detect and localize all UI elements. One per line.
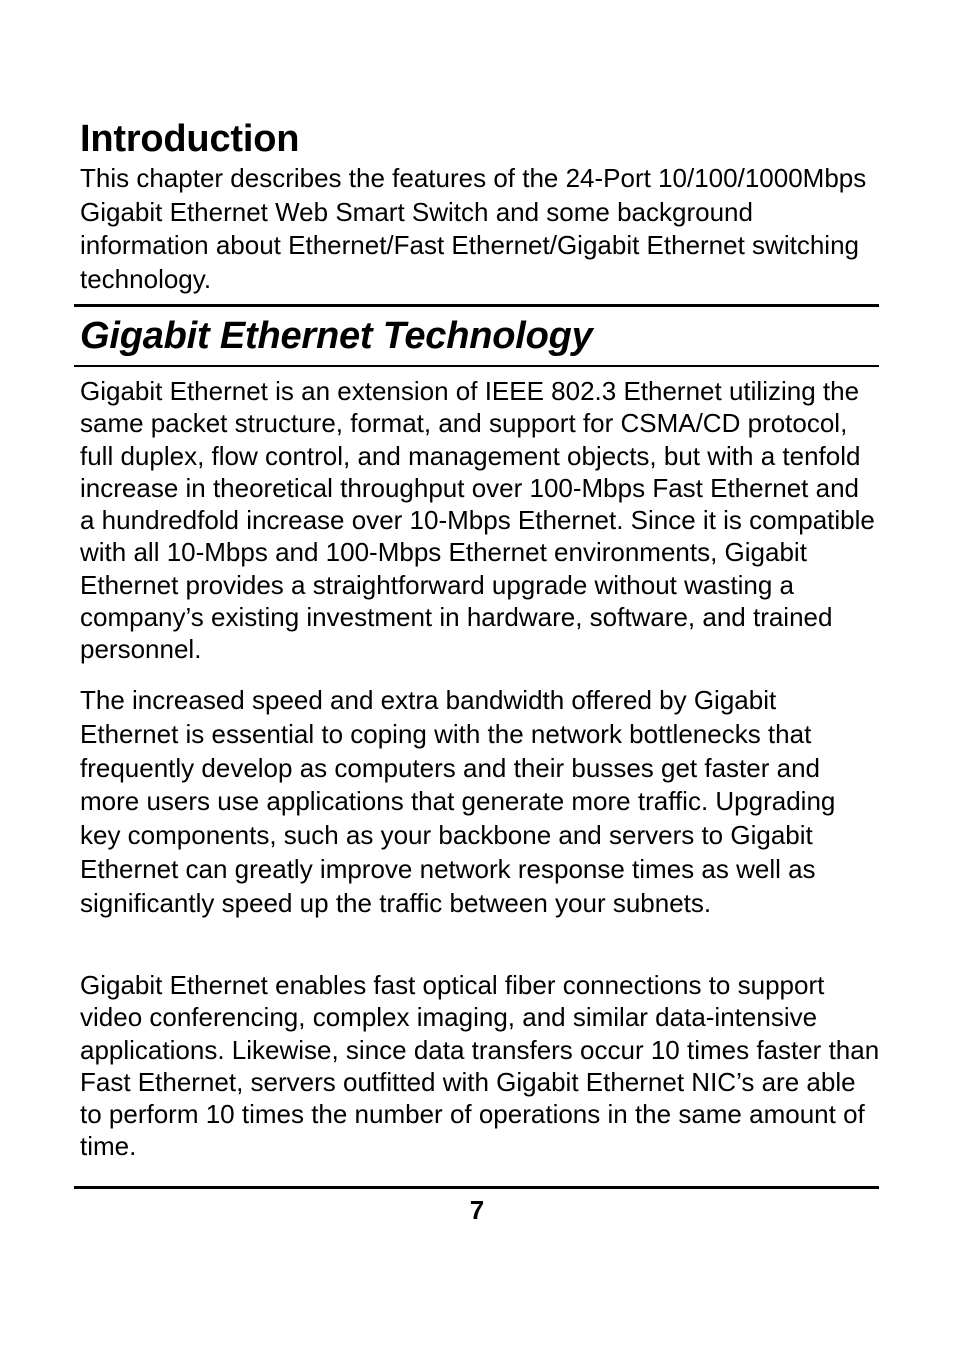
page-number: 7: [469, 1195, 485, 1225]
body-paragraph-1: Gigabit Ethernet is an extension of IEEE 802.3 Ethernet utilizing the same packet structure, format, and support for CSMA/CD protocol, full duplex, flow control, and management objects, but with a tenfold increase in theoretical throughput over 100-Mbps Fast Ethernet and a hundredfold increase over 10-Mbps Ethernet. Since it is compatible with all 10-Mbps and 100-Mbps Ethernet environments, Gigabit Ethernet provides a straightforward upgrade without wasting a company’s existing investment in hardware, software, and trained personnel.: [80, 376, 875, 665]
section-heading-rule: [74, 365, 879, 367]
body-paragraph-2: The increased speed and extra bandwidth offered by Gigabit Ethernet is essential to coping with the network bottlenecks that frequently develop as computers and their busses get faster and more users use applications that generate more traffic. Upgrading key components, such as your backbone and servers to Gigabit Ethernet can greatly improve network response times as well as significantly speed up the traffic between your subnets.: [80, 685, 836, 918]
introduction-paragraph: This chapter describes the features of the 24-Port 10/100/1000Mbps Gigabit Ethernet Web Smart Switch and some background information about Ethernet/Fast Ethernet/Gigabit Ethernet switching technology.: [80, 163, 867, 295]
introduction-heading: Introduction: [80, 118, 300, 160]
section-top-rule: [74, 304, 879, 307]
body-paragraph-3: Gigabit Ethernet enables fast optical fiber connections to support video conferencing, complex imaging, and similar data-intensive applications. Likewise, since data transfers occur 10 times faster than Fast Ethernet, servers outfitted with Gigabit Ethernet NIC’s are able to perform 10 times the number of operations in the same amount of time.: [80, 970, 880, 1162]
section-heading: Gigabit Ethernet Technology: [80, 315, 593, 357]
footer-rule: [74, 1186, 879, 1189]
